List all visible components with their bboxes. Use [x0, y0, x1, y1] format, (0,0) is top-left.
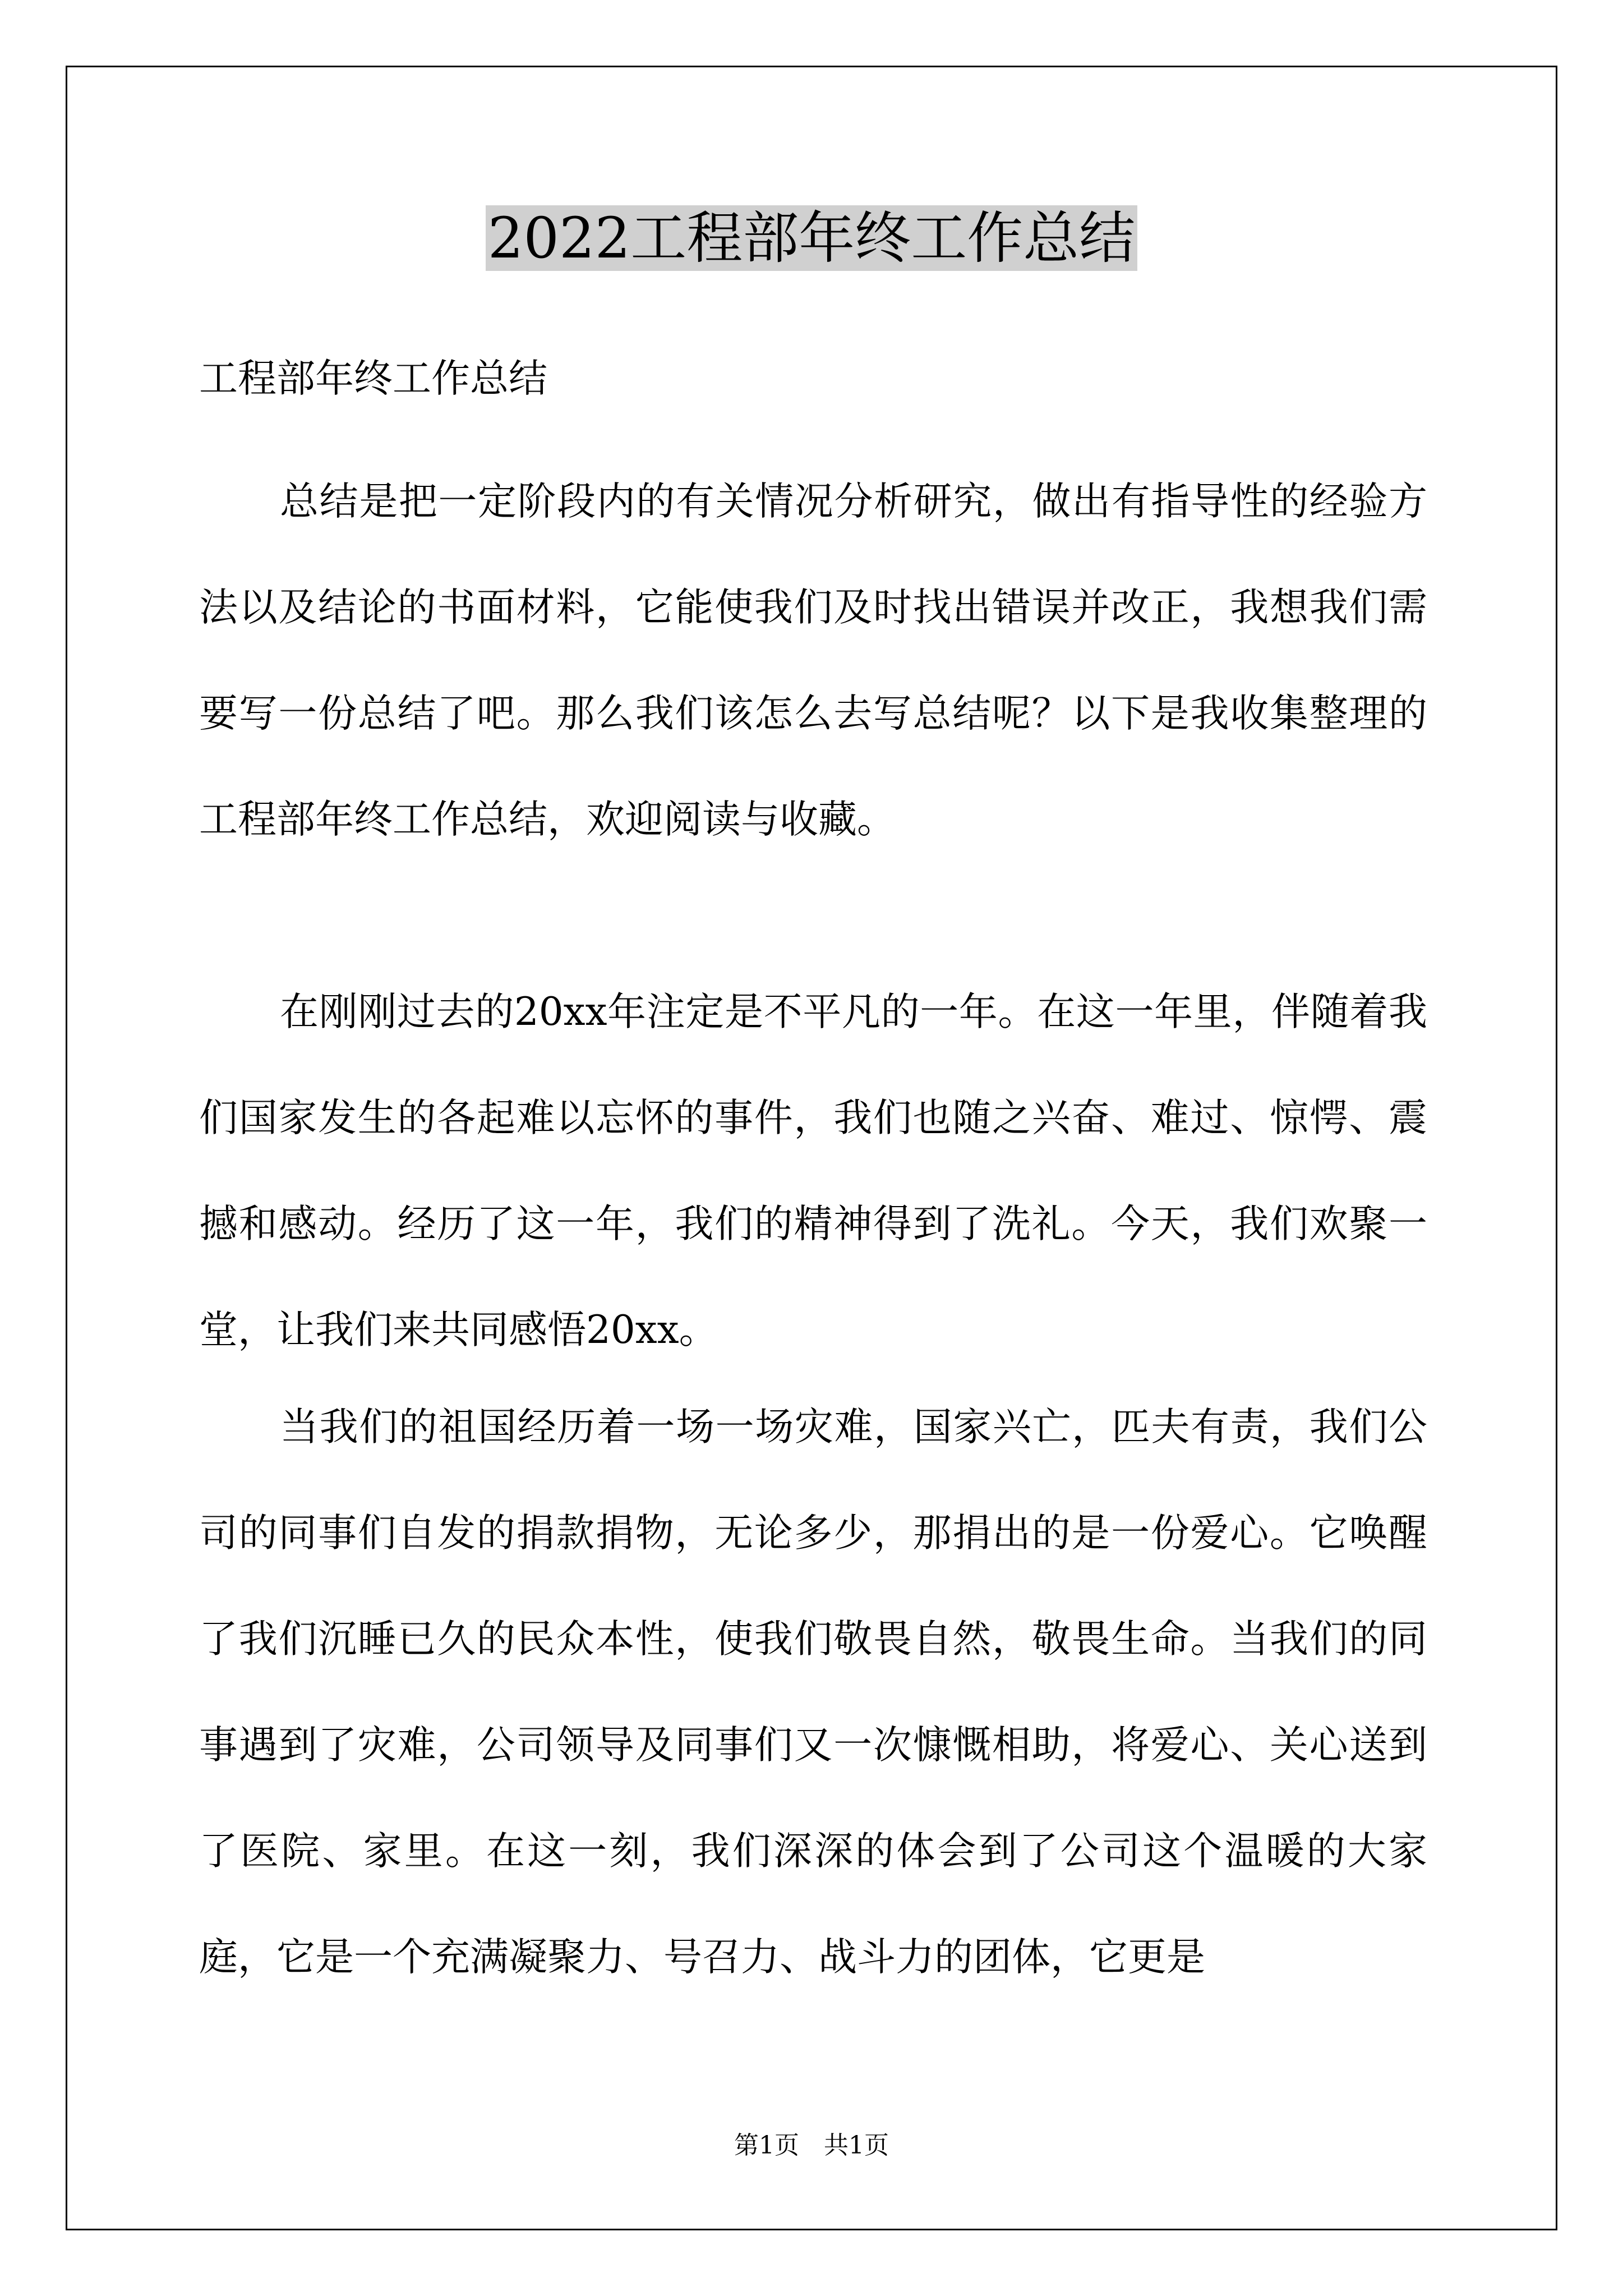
paragraph-year-review: 在刚刚过去的20xx年注定是不平凡的一年。在这一年里，伴随着我们国家发生的各起难以忘怀的事件，我们也随之兴奋、难过、惊愕、震撼和感动。经历了这一年，我们的精神得到了洗礼。今天，我们欢聚一堂，让我们来共同感悟20xx。 — [199, 990, 1427, 1352]
paragraph-company-spirit: 当我们的祖国经历着一场一场灾难，国家兴亡，匹夫有责，我们公司的同事们自发的捐款捐物，无论多少，那捐出的是一份爱心。它唤醒了我们沉睡已久的民众本性，使我们敬畏自然，敬畏生命。当我们的同事遇到了灾难，公司领导及同事们又一次慷慨相助，将爱心、关心送到了医院、家里。在这一刻，我们深深的体会到了公司这个温暖的大家庭，它是一个充满凝聚力、号召力、战斗力的团体，它更是 — [199, 1405, 1427, 1980]
paragraph-intro: 总结是把一定阶段内的有关情况分析研究，做出有指导性的经验方法以及结论的书面材料，它能使我们及时找出错误并改正，我想我们需要写一份总结了吧。那么我们该怎么去写总结呢？以下是我收集整理的工程部年终工作总结，欢迎阅读与收藏。 — [199, 479, 1427, 842]
document-title-text: 2022工程部年终工作总结 — [486, 205, 1138, 271]
page-number: 第1页 共1页 — [734, 2131, 889, 2160]
document-title — [0, 202, 1623, 275]
document-subtitle: 工程部年终工作总结 — [199, 356, 547, 401]
